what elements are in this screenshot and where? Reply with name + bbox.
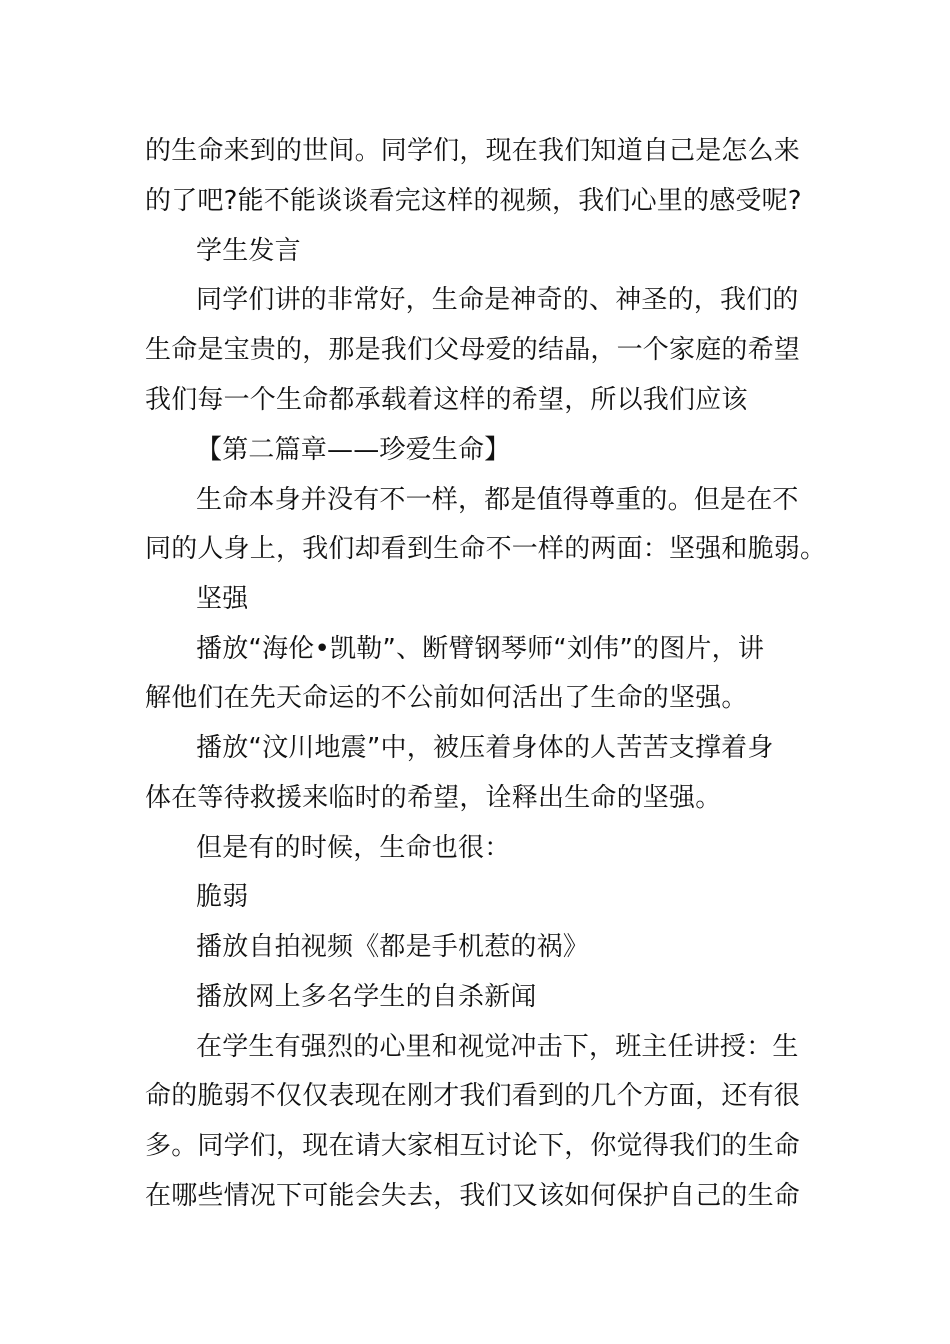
paragraph-line: 我们每一个生命都承载着这样的希望，所以我们应该 [145, 385, 748, 415]
paragraph-line: 的生命来到的世间。同学们，现在我们知道自己是怎么来 [145, 136, 801, 166]
paragraph-line: 多。同学们，现在请大家相互讨论下，你觉得我们的生命 [145, 1131, 801, 1161]
paragraph-line: 播放“汶川地震”中，被压着身体的人苦苦支撑着身 [196, 733, 774, 763]
paragraph-line: 解他们在先天命运的不公前如何活出了生命的坚强。 [145, 683, 748, 713]
paragraph-line: 同的人身上，我们却看到生命不一样的两面：坚强和脆弱。 [145, 534, 827, 564]
paragraph-line: 播放网上多名学生的自杀新闻 [196, 982, 537, 1012]
paragraph-line: 同学们讲的非常好，生命是神奇的、神圣的，我们的 [196, 285, 799, 315]
paragraph-line: 在学生有强烈的心里和视觉冲击下，班主任讲授：生 [196, 1032, 799, 1062]
paragraph-line: 生命本身并没有不一样，都是值得尊重的。但是在不 [196, 485, 799, 515]
paragraph-line: 在哪些情况下可能会失去，我们又该如何保护自己的生命 [145, 1181, 801, 1211]
paragraph-line: 体在等待救援来临时的希望，诠释出生命的坚强。 [145, 783, 722, 813]
paragraph-line: 但是有的时候，生命也很： [196, 833, 511, 863]
paragraph-line: 学生发言 [196, 236, 301, 266]
paragraph-line: 的了吧?能不能谈谈看完这样的视频，我们心里的感受呢? [145, 186, 802, 216]
section-heading: 【第二篇章——珍爱生命】 [196, 435, 511, 465]
paragraph-line: 命的脆弱不仅仅表现在刚才我们看到的几个方面，还有很 [145, 1081, 801, 1111]
paragraph-line: 生命是宝贵的，那是我们父母爱的结晶，一个家庭的希望 [145, 335, 801, 365]
paragraph-line: 脆弱 [196, 882, 249, 912]
paragraph-line: 坚强 [196, 584, 249, 614]
paragraph-line: 播放自拍视频《都是手机惹的祸》 [196, 932, 590, 962]
paragraph-line: 播放“海伦•凯勒”、断臂钢琴师“刘伟”的图片，讲 [196, 634, 765, 664]
